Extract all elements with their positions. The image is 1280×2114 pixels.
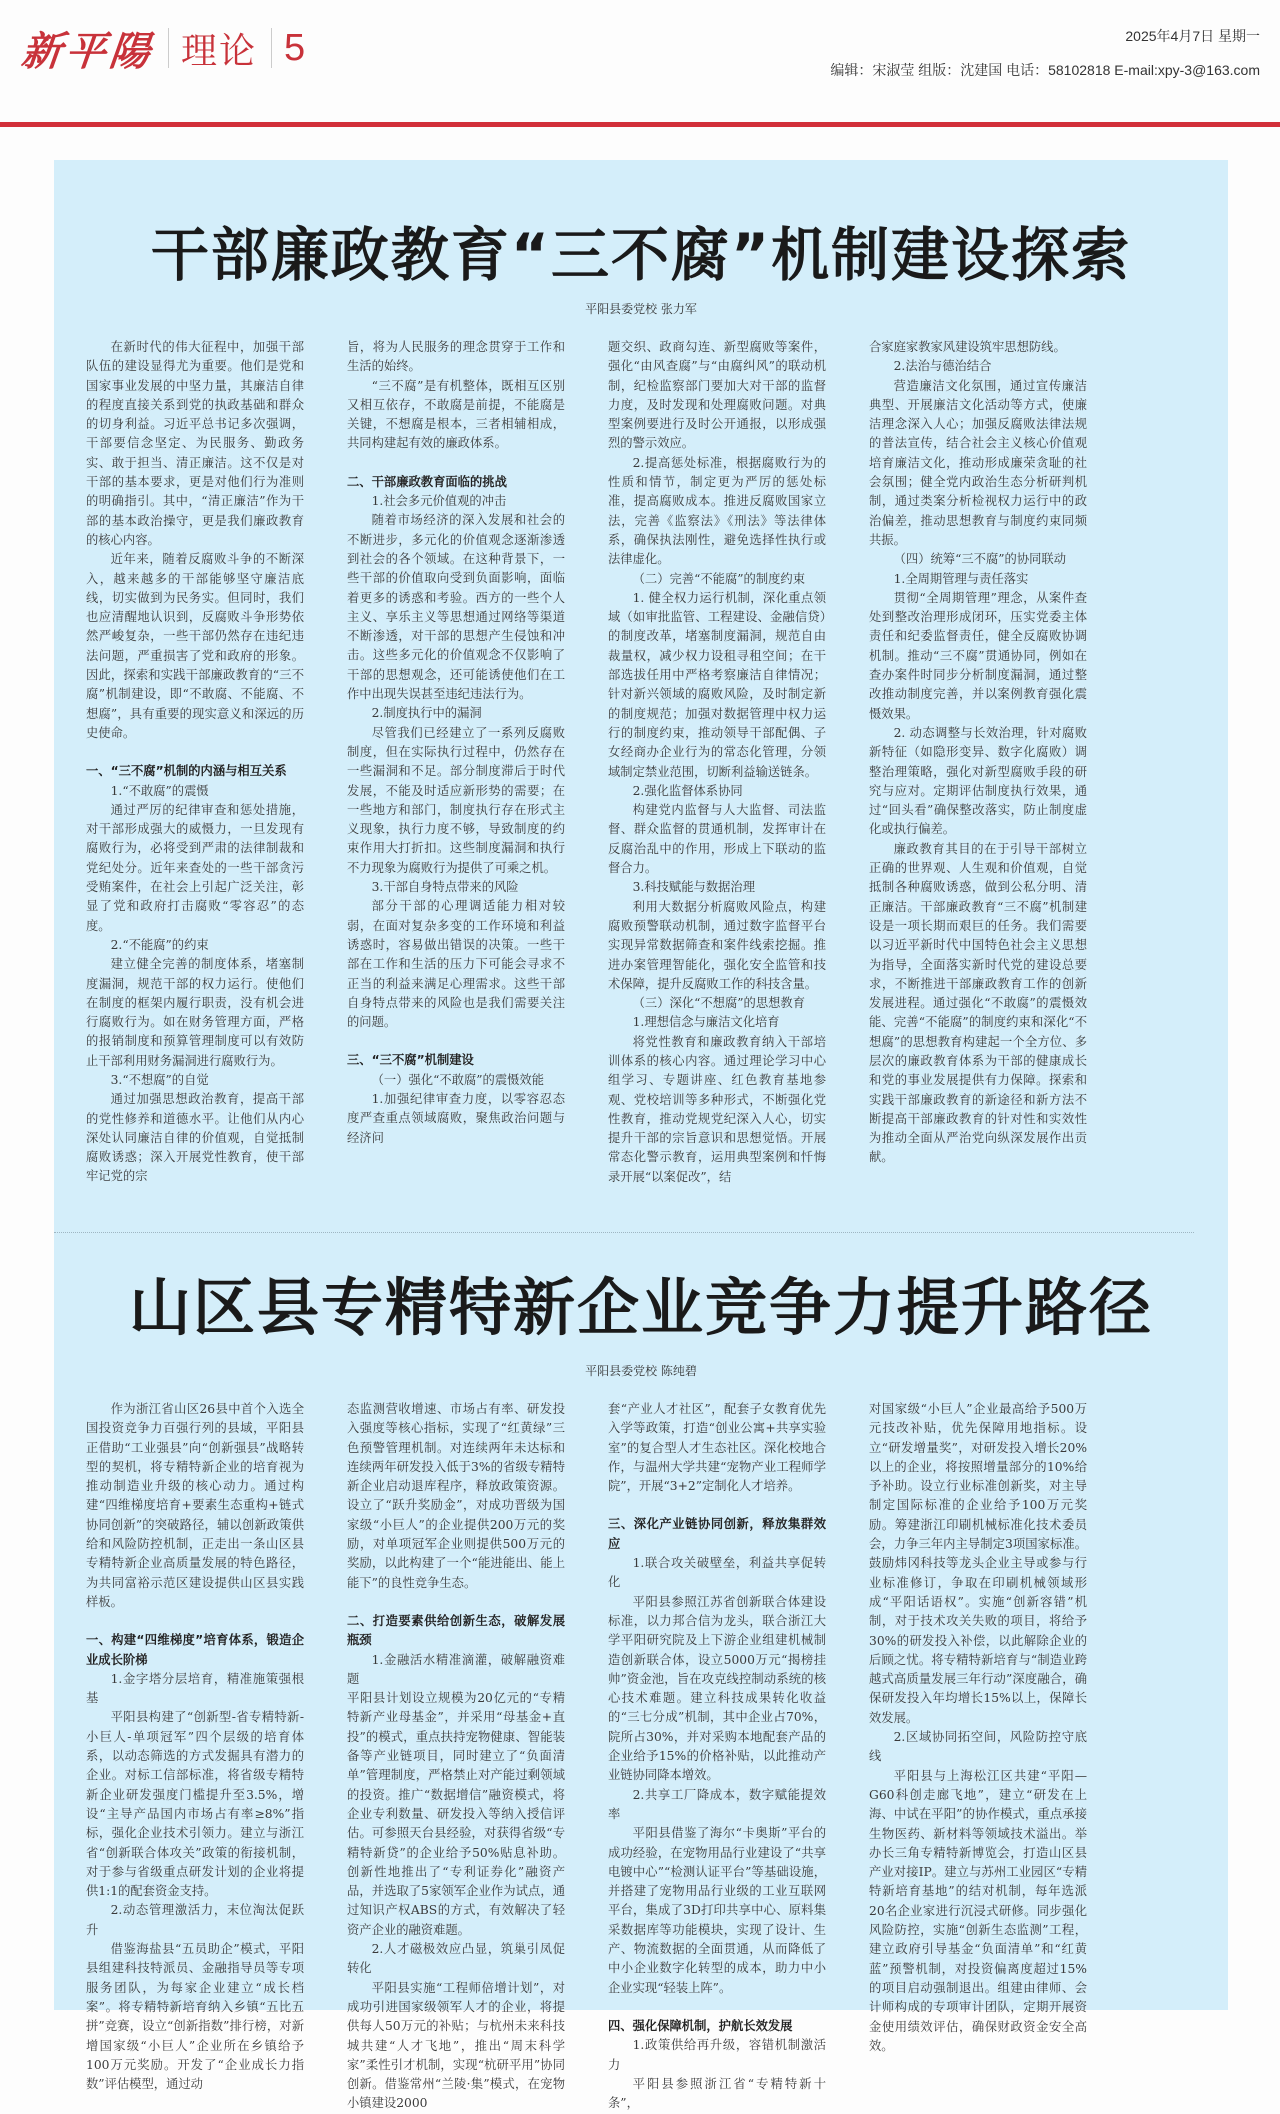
paragraph: 廉政教育其目的在于引导干部树立正确的世界观、人生观和价值观，自觉抵制各种腐败诱惑，做到公私分明、清正廉洁。干部廉政教育“三不腐”机制建设是一项长期而艰巨的任务。我们需要以习近平新时代中国特色社会主义思想为指导，全面落实新时代党的建设总要求，不断推进干部廉政教育工作的创新发展进程。通过强化“不敢腐”的震慑效能、完善“不能腐”的制度约束和深化“不想腐”的思想教育构建起一个全方位、多层次的廉政教育体系为干部的健康成长和党的事业发展提供有力保障。探索和实践干部廉政教育的新途径和新方法不断提高干部廉政教育的针对性和实效性为推动全面从严治党向纵深发展作出贡献。 [869,841,1087,1165]
paragraph-continued: 态监测营收增速、市场占有率、研发投入强度等核心指标，实现了“红黄绿”三色预警管理机制。对连续两年未达标和连续两年研发投入低于3%的省级专精特新企业启动退库程序，释放政策资源。设立了“跃升奖励金”，对成功晋级为国家级“小巨人”的企业提供200万元的奖励，对单项冠军企业则提供500万元的奖励，以此构建了一个“能进能出、能上能下”的良性竞争生态。 [347,1402,565,1590]
brand-divider [168,28,169,68]
subheading: 1.社会多元价值观的冲击 [371,494,507,509]
issue-date: 2025年4月7日 星期一 [1125,28,1260,44]
subheading: 3.干部自身特点带来的风险 [371,880,519,895]
article-byline: 平阳县委党校 张力军 [585,302,697,316]
text-column [86,338,304,1187]
article-anti-corruption [54,160,1228,1210]
article-specialized-enterprises [54,1210,1228,2111]
article-columns [54,338,1130,1187]
paragraph-continued: 题交织、政商勾连、新型腐败等案件，强化“由风查腐”与“由腐纠风”的联动机制，纪检监察部门要加大对干部的监督力度，及时发现和处理腐败问题。对典型案例要进行及时公开通报，以形成强烈的警示效应。 [608,340,826,451]
paragraph: 利用大数据分析腐败风险点，构建腐败预警联动机制，通过数字监督平台实现异常数据筛查和案件线索挖掘。推进办案管理智能化，强化安全监管和技术保障，提升反腐败工作的科技含量。 [608,899,826,991]
paragraph: 建立健全完善的制度体系，堵塞制度漏洞，规范干部的权力运行。使他们在制度的框架内履行职责，没有机会进行腐败行为。如在财务管理方面，严格的报销制度和预算管理制度可以有效防止干部利用财务漏洞进行腐败行为。 [86,957,304,1068]
section-heading: 四、强化保障机制，护航长效发展 [608,2018,793,2033]
section-heading: 一、“三不腐”机制的内涵与相互关系 [86,764,287,779]
paragraph: 随着市场经济的深入发展和社会的不断进步，多元化的价值观念逐渐渗透到社会的各个领域。在这种背景下，一些干部的价值取向受到负面影响，面临着更多的诱惑和考验。西方的一些个人主义、享乐主义等思想通过网络等渠道不断渗透，对干部的思想产生侵蚀和冲击。这些多元化的价值观念不仅影响了干部的思想观念，还可能诱使他们在工作中出现失误甚至违纪违法行为。 [347,513,565,702]
paragraph: 2. 动态调整与长效治理，针对腐败新特征（如隐形变异、数字化腐败）调整治理策略，强化对新型腐败手段的研究与应对。定期评估制度执行效果，通过“回头看”确保整改落实，防止制度虚化或执行偏差。 [869,725,1087,837]
subheading: 1.金融活水精准滴灌，破解融资难题 [347,1652,565,1686]
subheading: 2.“不能腐”的约束 [110,937,209,952]
subheading: 2.动态管理激活力，末位淘汰促跃升 [86,1903,304,1937]
article-headline: 干部廉政教育“三不腐”机制建设探索 [150,221,1132,289]
newspaper-logo: 新平陽 [19,27,157,75]
content-panel [54,160,1228,2111]
section-heading: 一、构建“四维梯度”培育体系，锻造企业成长阶梯 [86,1633,304,1667]
paragraph-continued: 平阳县计划设立规模为20亿元的“专精特新产业母基金”，并采用“母基金+直投”的模式，重点扶持宠物健康、智能装备等产业链项目，同时建立了“负面清单”管理制度，严格禁止对产能过剩领域的投资。推广“数据增信”融资模式，将企业专利数量、研发投入等纳入授信评估。可参照天台县经验，对获得省级“专精特新贷”的企业给予50%贴息补助。创新性地推出了“专利证券化”融资产品，并选取了5家领军企业作为试点，通过知识产权ABS的方式，有效解决了轻资产企业的融资难题。 [347,1691,565,1937]
paragraph: 通过严厉的纪律审查和惩处措施，对干部形成强大的威慑力，一旦发现有腐败行为，必将受到严肃的法律制裁和党纪处分。近年来查处的一些干部贪污受贿案件，在社会上引起广泛关注，彰显了党和政府打击腐败“零容忍”的态度。 [86,802,304,933]
section-heading: 三、深化产业链协同创新，释放集群效应 [608,1517,826,1551]
subheading: （三）深化“不想腐”的思想教育 [632,996,806,1011]
paragraph: 构建党内监督与人大监督、司法监督、群众监督的贯通机制，发挥审计在反腐治乱中的作用，形成上下联动的监督合力。 [608,803,826,876]
editor-credits: 编辑：宋淑莹 组版：沈建国 电话：58102818 E-mail:xpy-3@163.com [830,62,1260,78]
text-column [86,1400,304,2114]
section-heading: 三、“三不腐”机制建设 [347,1053,474,1068]
issue-meta [830,26,1260,80]
section-heading: 二、干部廉政教育面临的挑战 [347,474,507,489]
masthead [0,0,1280,128]
subheading: 2.强化监督体系协同 [632,783,743,798]
paragraph: 1.加强纪律审查力度，以零容忍态度严查重点领域腐败，聚焦政治问题与经济问 [347,1091,565,1145]
article-byline: 平阳县委党校 陈纯碧 [585,1364,697,1378]
paragraph: 近年来，随着反腐败斗争的不断深入，越来越多的干部能够坚守廉洁底线，切实做到为民务实。但同时，我们也应清醒地认识到，反腐败斗争形势依然严峻复杂，一些干部仍然存在违纪违法问题，严重损害了党和政府的形象。因此，探索和实践干部廉政教育的“三不腐”机制建设，即“不敢腐、不能腐、不想腐”，具有重要的现实意义和深远的历史使命。 [86,552,304,740]
text-column [869,338,1087,1187]
paragraph: 2.提高惩处标准，根据腐败行为的性质和情节，制定更为严厉的惩处标准，提高腐败成本。推进反腐败国家立法，完善《监察法》《刑法》等法律体系，确保执法刚性，避免选择性执行或法律虚化。 [608,455,826,567]
paragraph: 平阳县参照江苏省创新联合体建设标准，以力邦合信为龙头，联合浙江大学平阳研究院及上下游企业组建机械制造创新联合体，设立5000万元“揭榜挂帅”资金池，旨在攻克线控制动系统的核心技术难题。建立科技成果转化收益的“三七分成”机制，其中企业占70%，院所占30%，并对采购本地配套产品的企业给予15%的价格补贴，以此推动产业链协同降本增效。 [608,1594,826,1783]
text-column [608,1400,826,2114]
subheading: 1.“不敢腐”的震慑 [110,783,209,798]
subheading: 1.政策供给再升级，容错机制激活力 [608,2038,826,2072]
article-divider [54,1232,1194,1233]
paragraph: 将党性教育和廉政教育纳入干部培训体系的核心内容。通过理论学习中心组学习、专题讲座、红色教育基地参观、党校培训等多种形式，不断强化党性教育，推动党规党纪深入人心，切实提升干部的宗旨意识和思想觉悟。开展常态化警示教育，运用典型案例和忏悔录开展“以案促改”，结 [608,1034,826,1184]
text-column [608,338,826,1187]
paragraph: 平阳县实施“工程师倍增计划”，对成功引进国家级领军人才的企业，将提供每人50万元的补贴；与杭州未来科技城共建“人才飞地”，推出“周末科学家”柔性引才机制，实现“杭研平用”协同创新。借鉴常州“兰陵·集”模式，在宠物小镇建设2000 [347,1980,565,2111]
paragraph: 平阳县构建了“创新型-省专精特新-小巨人-单项冠军”四个层级的培育体系，以动态筛选的方式发掘具有潜力的企业。对标工信部标准，将省级专精特新企业研发强度门槛提升至3.5%，增设“主导产品国内市场占有率≥8%”指标，强化企业技术引领力。建立与浙江省“创新联合体攻关”政策的衔接机制，对于参与省级重点研发计划的企业将提供1:1的配套资金支持。 [86,1710,304,1899]
section-heading: 二、打造要素供给创新生态，破解发展瓶颈 [347,1613,565,1648]
paragraph: 借鉴海盐县“五员助企”模式，平阳县组建科技特派员、金融指导员等专项服务团队，为每家企业建立“成长档案”。将专精特新培育纳入乡镇“五比五拼”竞赛，设立“创新指数”排行榜，对新增国家级“小巨人”企业所在乡镇给予100万元奖励。开发了“企业成长力指数”评估模型，通过动 [86,1942,304,2092]
paragraph-continued: 对国家级“小巨人”企业最高给予500万元技改补贴，优先保障用地指标。设立“研发增量奖”，对研发投入增长20%以上的企业，将按照增量部分的10%给予补助。设立行业标准创新奖，对主导制定国际标准的企业给予100万元奖励。筹建浙江印刷机械标准化技术委员会，力争三年内主导制定3项国家标准。鼓励炜冈科技等龙头企业主导或参与行业标准修订，争取在印刷机械领域形成“平阳话语权”。实施“创新容错”机制，对于技术攻关失败的项目，将给予30%的研发投入补偿，以此解除企业的后顾之忧。将专精特新培育与“制造业跨越式高质量发展三年行动”深度融合，确保研发投入年均增长15%以上，保障长效发展。 [869,1402,1087,1725]
subheading: 3.“不想腐”的自觉 [110,1072,209,1087]
paragraph: 平阳县借鉴了海尔“卡奥斯”平台的成功经验，在宠物用品行业建设了“共享电镀中心”“检测认证平台”等基础设施，并搭建了宠物用品行业级的工业互联网平台，集成了3D打印共享中心、原料集采数据库等功能模块，实现了设计、生产、物流数据的全面贯通，从而降低了中小企业数字化转型的成本，助力中小企业实现“轻装上阵”。 [608,1826,826,1995]
subheading: 3.科技赋能与数据治理 [632,880,755,895]
paragraph-continued: 合家庭家教家风建设筑牢思想防线。 [869,340,1066,354]
paragraph: 平阳县参照浙江省“专精特新十条”， [608,2076,826,2111]
subheading: 2.区域协同拓空间，风险防控守底线 [869,1730,1087,1764]
paragraph: 作为浙江省山区26县中首个入选全国投资竞争力百强行列的县域，平阳县正借助“工业强县”向“创新强县”战略转型的契机，将专精特新企业的培育视为推动制造业升级的核心动力。通过构建“四维梯度培育+要素生态重构+链式协同创新”的突破路径，辅以创新政策供给和风险防控机制，正走出一条山区县专精特新企业高质量发展的特色路径，为共同富裕示范区建设提供山区县实践样板。 [86,1402,304,1609]
text-column [347,1400,565,2114]
masthead-rule [0,122,1280,127]
paragraph-continued: 套“产业人才社区”，配套子女教育优先入学等政策，打造“创业公寓+共享实验室”的复合型人才生态社区。深化校地合作，与温州大学共建“宠物产业工程师学院”，开展“3+2”定制化人才培养。 [608,1402,826,1494]
paragraph: 部分干部的心理调适能力相对较弱，在面对复杂多变的工作环境和利益诱惑时，容易做出错误的决策。一些干部在工作和生活的压力下可能会寻求不正当的利益来满足心理需求。这些干部自身特点带来的风险也是我们需要关注的问题。 [347,899,565,1030]
paragraph: 通过加强思想政治教育，提高干部的党性修养和道德水平。让他们从内心深处认同廉洁自律的价值观，自觉抵制腐败诱惑；深入开展党性教育，使干部牢记党的宗 [86,1092,304,1184]
text-column [869,1400,1087,2114]
paragraph: 尽管我们已经建立了一系列反腐败制度，但在实际执行过程中，仍然存在一些漏洞和不足。部分制度滞后于时代发展，不能及时适应新形势的需要；在一些地方和部门，制度执行存在形式主义现象，执行力度不够，导致制度的约束作用大打折扣。这些制度漏洞和执行不力现象为腐败行为提供了可乘之机。 [347,725,565,875]
paragraph: “三不腐”是有机整体，既相互区别又相互依存，不敢腐是前提，不能腐是关键，不想腐是根本，三者相辅相成，共同构建起有效的廉政体系。 [347,378,565,451]
page-number: 5 [284,26,306,69]
subheading: 1.全周期管理与责任落实 [893,571,1029,586]
text-column [347,338,565,1187]
subheading: 1.联合攻关破壁垒，利益共享促转化 [608,1556,826,1590]
paragraph: 在新时代的伟大征程中，加强干部队伍的建设显得尤为重要。他们是党和国家事业发展的中坚力量，其廉洁自律的程度直接关系到党的执政基础和群众的切身利益。习近平总书记多次强调，干部要信念坚定、为民服务、勤政务实、敢于担当、清正廉洁。这不仅是对干部的基本要求，更是对他们行为准则的明确指引。其中，“清正廉洁”作为干部的基本政治操守，更是我们廉政教育的核心内容。 [86,340,304,547]
subheading: （四）统筹“三不腐”的协同联动 [893,552,1067,567]
subheading: 2.人才磁极效应凸显，筑巢引凤促转化 [347,1942,565,1976]
paragraph: 贯彻“全周期管理”理念，从案件查处到整改治理形成闭环，压实党委主体责任和纪委监督责任，健全反腐败协调机制。推动“三不腐”贯通协同，例如在查办案件时同步分析制度漏洞，通过整改推动制度完善，并以案例教育强化震慑效果。 [869,590,1087,721]
paragraph: 平阳县与上海松江区共建“平阳—G60科创走廊飞地”，建立“研发在上海、中试在平阳”的协作模式，重点承接生物医药、新材料等领域技术溢出。举办长三角专精特新博览会，打造山区县产业对接IP。建立与苏州工业园区“专精特新培育基地”的结对机制，每年选派20名企业家进行沉浸式研修。同步强化风险防控，实施“创新生态监测”工程，建立政府引导基金“负面清单”和“红黄蓝”预警机制，对投资偏离度超过15%的项目启动强制退出。组建由律师、会计师构成的专项审计团队，定期开展资金使用绩效评估，确保财政资金安全高效。 [869,1768,1087,2053]
article-headline: 山区县专精特新企业竞争力提升路径 [128,1271,1153,1344]
paragraph-continued: 旨，将为人民服务的理念贯穿于工作和生活的始终。 [347,340,565,374]
paragraph: 营造廉洁文化氛围，通过宣传廉洁典型、开展廉洁文化活动等方式，使廉洁理念深入人心；加强反腐败法律法规的普法宣传，结合社会主义核心价值观培育廉洁文化，推动形成廉荣贪耻的社会氛围；健全党内政治生态分析研判机制，通过类案分析检视权力运行中的政治偏差，推动思想教育与制度约束同频共振。 [869,378,1087,547]
article-columns [54,1400,1130,2114]
subheading: 2.制度执行中的漏洞 [371,706,482,721]
subheading: 2.共享工厂降成本，数字赋能提效率 [608,1787,826,1821]
subheading: （二）完善“不能腐”的制度约束 [632,571,806,586]
subheading: 1.金字塔分层培育，精准施策强根基 [86,1671,304,1706]
subheading: 2.法治与德治结合 [893,359,992,374]
subheading: （一）强化“不敢腐”的震慑效能 [371,1072,545,1087]
subheading: 1.理想信念与廉洁文化培育 [632,1015,780,1030]
section-name: 理论 [181,30,258,72]
newspaper-brand [19,22,306,75]
paragraph: 1. 健全权力运行机制，深化重点领域（如审批监管、工程建设、金融信贷）的制度改革，堵塞制度漏洞，规范自由裁量权，减少权力设租寻租空间；在干部选拔任用中严格考察廉洁自律情况；针对新兴领域的腐败风险，及时制定新的制度规范；加强对数据管理中权力运行的制度约束，推动领导干部配偶、子女经商办企业行为的常态化管理，分领域制定禁业范围，切断利益输送链条。 [608,590,826,779]
brand-divider [271,28,272,68]
